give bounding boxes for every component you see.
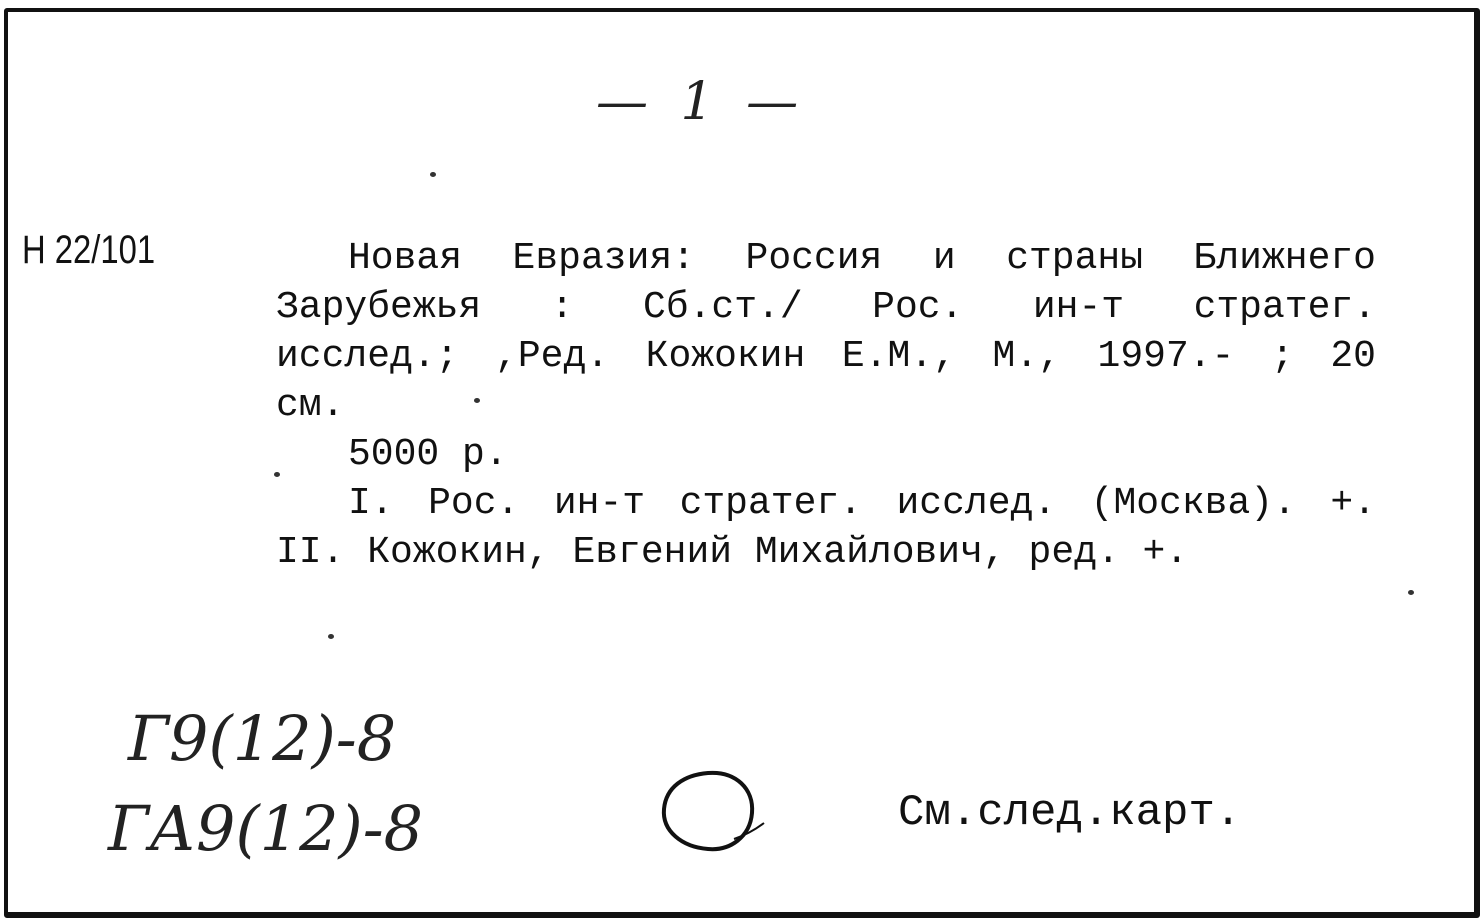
- circle-stamp-icon: [656, 767, 766, 857]
- page-number: — 1 —: [596, 72, 807, 132]
- scan-speck: [274, 472, 280, 477]
- see-next-card-note: См.след.карт.: [898, 788, 1242, 838]
- scan-speck: [474, 398, 480, 403]
- tracing-line: II. Кожокин, Евгений Михайлович, ред. +.: [276, 531, 1189, 574]
- dimensions-line: см.: [276, 384, 345, 427]
- scan-speck: [430, 172, 436, 177]
- call-number: Н 22/101: [22, 228, 156, 272]
- bibliographic-entry: [276, 234, 1376, 577]
- scan-speck: [1408, 590, 1414, 595]
- price: 5000 р.: [348, 433, 508, 476]
- classification-mark: Г9(12)-8: [128, 702, 397, 775]
- tracing-line: I. Рос. ин-т стратег. исслед. (Москва). +.: [348, 482, 1376, 525]
- imprint-line: исслед.; ,Ред. Кожокин Е.М., М., 1997.- ; 20: [276, 335, 1376, 378]
- title-line: Зарубежья : Сб.ст./ Рос. ин-т стратег.: [276, 286, 1376, 329]
- catalog-card: [4, 8, 1480, 918]
- title-line: Новая Евразия: Россия и страны Ближнего: [348, 237, 1376, 280]
- classification-mark: ГА9(12)-8: [108, 792, 424, 865]
- scan-speck: [328, 634, 334, 639]
